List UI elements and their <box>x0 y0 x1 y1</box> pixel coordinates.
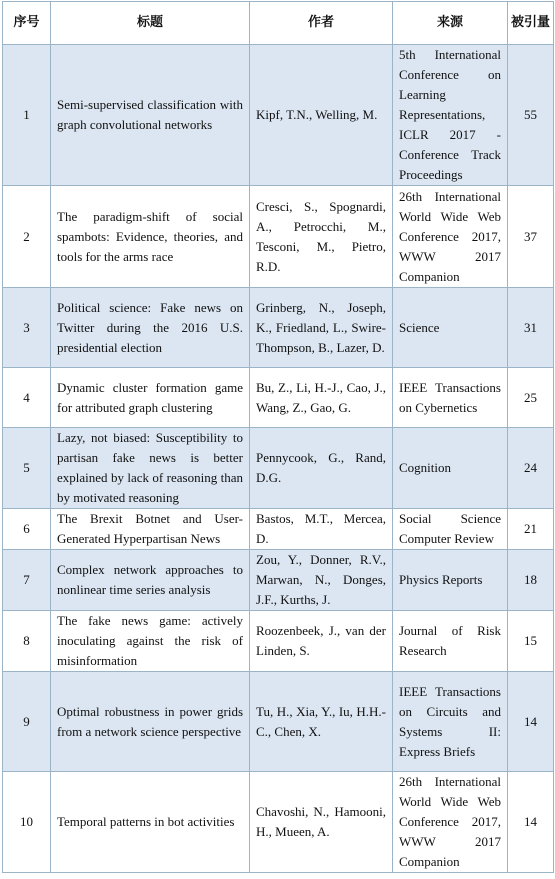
row-no: 7 <box>3 550 51 611</box>
row-authors: Bastos, M.T., Mercea, D. <box>250 509 393 550</box>
row-no: 10 <box>3 772 51 873</box>
row-citations: 55 <box>508 45 554 186</box>
row-title: The fake news game: actively inoculating against the risk of misinformation <box>51 611 250 672</box>
table-row <box>3 186 554 288</box>
row-citations: 21 <box>508 509 554 550</box>
row-title: Political science: Fake news on Twitter during the 2016 U.S. presidential election <box>51 288 250 368</box>
row-citations: 18 <box>508 550 554 611</box>
row-authors: Bu, Z., Li, H.-J., Cao, J., Wang, Z., Gao, G. <box>250 368 393 428</box>
row-authors: Chavoshi, N., Hamooni, H., Mueen, A. <box>250 772 393 873</box>
table-row <box>3 550 554 611</box>
row-no: 4 <box>3 368 51 428</box>
row-authors: Roozenbeek, J., van der Linden, S. <box>250 611 393 672</box>
row-source: 26th International World Wide Web Conference 2017, WWW 2017 Companion <box>393 186 508 288</box>
header-source: 来源 <box>393 2 508 45</box>
table-row <box>3 672 554 772</box>
row-authors: Kipf, T.N., Welling, M. <box>250 45 393 186</box>
row-citations: 15 <box>508 611 554 672</box>
row-no: 5 <box>3 428 51 509</box>
row-title: Semi-supervised classification with graph convolutional networks <box>51 45 250 186</box>
row-citations: 14 <box>508 672 554 772</box>
row-title: Temporal patterns in bot activities <box>51 772 250 873</box>
header-citations: 被引量 <box>508 2 554 45</box>
row-title: The Brexit Botnet and User-Generated Hyperpartisan News <box>51 509 250 550</box>
row-source: Social Science Computer Review <box>393 509 508 550</box>
header-authors: 作者 <box>250 2 393 45</box>
table-row <box>3 428 554 509</box>
row-source: Journal of Risk Research <box>393 611 508 672</box>
row-title: Lazy, not biased: Susceptibility to partisan fake news is better explained by lack of reasoning than by motivated reasoning <box>51 428 250 509</box>
row-source: IEEE Transactions on Circuits and Systems II: Express Briefs <box>393 672 508 772</box>
row-citations: 14 <box>508 772 554 873</box>
table-row <box>3 611 554 672</box>
row-authors: Cresci, S., Spognardi, A., Petrocchi, M., Tesconi, M., Pietro, R.D. <box>250 186 393 288</box>
table-row <box>3 772 554 873</box>
row-citations: 31 <box>508 288 554 368</box>
table-row <box>3 288 554 368</box>
row-citations: 24 <box>508 428 554 509</box>
row-authors: Tu, H., Xia, Y., Iu, H.H.-C., Chen, X. <box>250 672 393 772</box>
row-source: 26th International World Wide Web Conference 2017, WWW 2017 Companion <box>393 772 508 873</box>
row-title: Dynamic cluster formation game for attributed graph clustering <box>51 368 250 428</box>
row-no: 3 <box>3 288 51 368</box>
row-title: Complex network approaches to nonlinear time series analysis <box>51 550 250 611</box>
row-source: 5th International Conference on Learning Representations, ICLR 2017 - Conference Track Proceedings <box>393 45 508 186</box>
table-row <box>3 509 554 550</box>
row-source: IEEE Transactions on Cybernetics <box>393 368 508 428</box>
row-title: Optimal robustness in power grids from a network science perspective <box>51 672 250 772</box>
row-source: Cognition <box>393 428 508 509</box>
row-no: 9 <box>3 672 51 772</box>
row-no: 6 <box>3 509 51 550</box>
header-row <box>3 2 554 45</box>
header-no: 序号 <box>3 2 51 45</box>
table-row <box>3 45 554 186</box>
row-no: 8 <box>3 611 51 672</box>
table-row <box>3 368 554 428</box>
row-source: Physics Reports <box>393 550 508 611</box>
row-authors: Zou, Y., Donner, R.V., Marwan, N., Donges, J.F., Kurths, J. <box>250 550 393 611</box>
row-authors: Grinberg, N., Joseph, K., Friedland, L., Swire-Thompson, B., Lazer, D. <box>250 288 393 368</box>
row-source: Science <box>393 288 508 368</box>
citation-table <box>2 1 554 873</box>
row-title: The paradigm-shift of social spambots: Evidence, theories, and tools for the arms race <box>51 186 250 288</box>
row-citations: 37 <box>508 186 554 288</box>
row-no: 2 <box>3 186 51 288</box>
row-authors: Pennycook, G., Rand, D.G. <box>250 428 393 509</box>
header-title: 标题 <box>51 2 250 45</box>
row-no: 1 <box>3 45 51 186</box>
row-citations: 25 <box>508 368 554 428</box>
